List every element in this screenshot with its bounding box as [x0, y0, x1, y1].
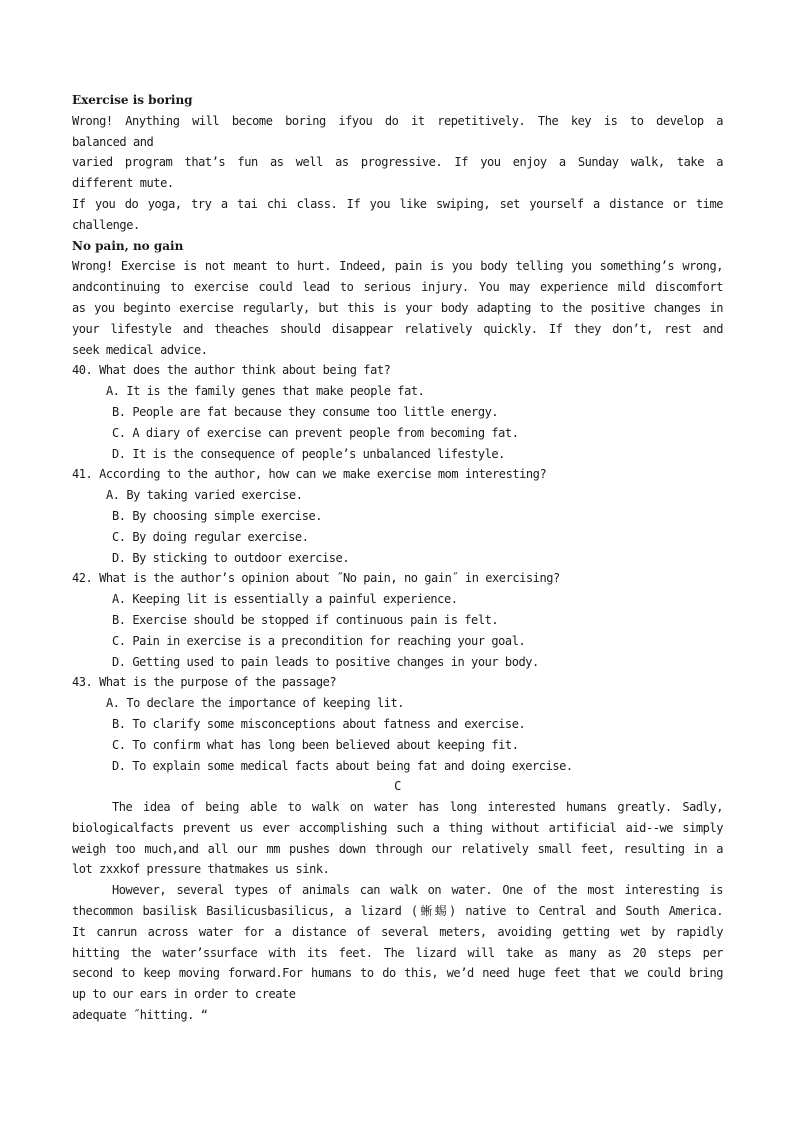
text-line: lot zxxkof pressure thatmakes us sink.: [72, 862, 330, 877]
text-line: weigh too much,and all our mm pushes down through our relatively small feet, resulting in a: [72, 841, 723, 856]
option-41-a: A. By taking varied exercise.: [106, 488, 303, 503]
text-line: balanced and: [72, 134, 154, 149]
text-line: Wrong! Anything will become boring ifyou do it repetitively. The key is to develop a: [72, 113, 723, 128]
question-stem-43: 43. What is the purpose of the passage?: [72, 675, 337, 690]
option-42-d: D. Getting used to pain leads to positive changes in your body.: [112, 654, 539, 669]
text-line: varied program that’s fun as well as progressive. If you enjoy a Sunday walk, take a: [72, 155, 723, 170]
text-line: your lifestyle and theaches should disappear relatively quickly. If they don’t, rest and: [72, 321, 723, 336]
text-line: up to our ears in order to create: [72, 987, 296, 1002]
text-line: andcontinuing to exercise could lead to serious injury. You may experience mild discomfort: [72, 280, 723, 295]
text-line: The idea of being able to walk on water has long interested humans greatly. Sadly,: [112, 800, 723, 815]
option-40-d: D. It is the consequence of people’s unbalanced lifestyle.: [112, 446, 505, 461]
question-stem-42: 42. What is the author’s opinion about ˝No pain, no gain˝ in exercising?: [72, 571, 560, 586]
text-line: different mute.: [72, 176, 174, 191]
text-line: challenge.: [72, 217, 140, 232]
document-page: [72, 90, 723, 1026]
text-line: Wrong! Exercise is not meant to hurt. Indeed, pain is you body telling you something’s wrong,: [72, 259, 723, 274]
option-43-a: A. To declare the importance of keeping lit.: [106, 696, 405, 711]
passage-label-c: C: [394, 779, 401, 794]
option-43-c: C. To confirm what has long been believed about keeping fit.: [112, 737, 519, 752]
text-line: biologicalfacts prevent us ever accomplishing such a thing without artificial aid--we simply: [72, 820, 723, 835]
text-line: hitting the water’ssurface with its feet. The lizard will take as many as 20 steps per: [72, 945, 723, 960]
text-line: adequate ˝hitting. “: [72, 1008, 208, 1023]
text-line: second to keep moving forward.For humans to do this, we’d need huge feet that we could bring: [72, 966, 723, 981]
text-line: If you do yoga, try a tai chi class. If you like swiping, set yourself a distance or time: [72, 196, 723, 211]
option-40-c: C. A diary of exercise can prevent people from becoming fat.: [112, 425, 519, 440]
section-heading-no-pain: No pain, no gain: [72, 238, 184, 253]
option-41-b: B. By choosing simple exercise.: [112, 508, 323, 523]
text-line: However, several types of animals can walk on water. One of the most interesting is: [112, 883, 723, 898]
option-43-d: D. To explain some medical facts about being fat and doing exercise.: [112, 758, 573, 773]
text-line: thecommon basilisk Basilicusbasilicus, a lizard (蜥蜴) native to Central and South America.: [72, 904, 723, 919]
question-stem-41: 41. According to the author, how can we make exercise mom interesting?: [72, 467, 547, 482]
option-41-c: C. By doing regular exercise.: [112, 529, 309, 544]
text-line: seek medical advice.: [72, 342, 208, 357]
text-line: as you beginto exercise regularly, but this is your body adapting to the positive changes in: [72, 300, 723, 315]
option-40-b: B. People are fat because they consume too little energy.: [112, 404, 499, 419]
text-line: It canrun across water for a distance of several meters, avoiding getting wet by rapidly: [72, 924, 723, 939]
option-43-b: B. To clarify some misconceptions about fatness and exercise.: [112, 716, 526, 731]
option-42-b: B. Exercise should be stopped if continuous pain is felt.: [112, 612, 499, 627]
option-40-a: A. It is the family genes that make people fat.: [106, 384, 425, 399]
option-42-a: A. Keeping lit is essentially a painful experience.: [112, 592, 458, 607]
option-42-c: C. Pain in exercise is a precondition for reaching your goal.: [112, 633, 526, 648]
option-41-d: D. By sticking to outdoor exercise.: [112, 550, 350, 565]
section-heading-boring: Exercise is boring: [72, 93, 193, 107]
question-stem-40: 40. What does the author think about being fat?: [72, 363, 391, 378]
